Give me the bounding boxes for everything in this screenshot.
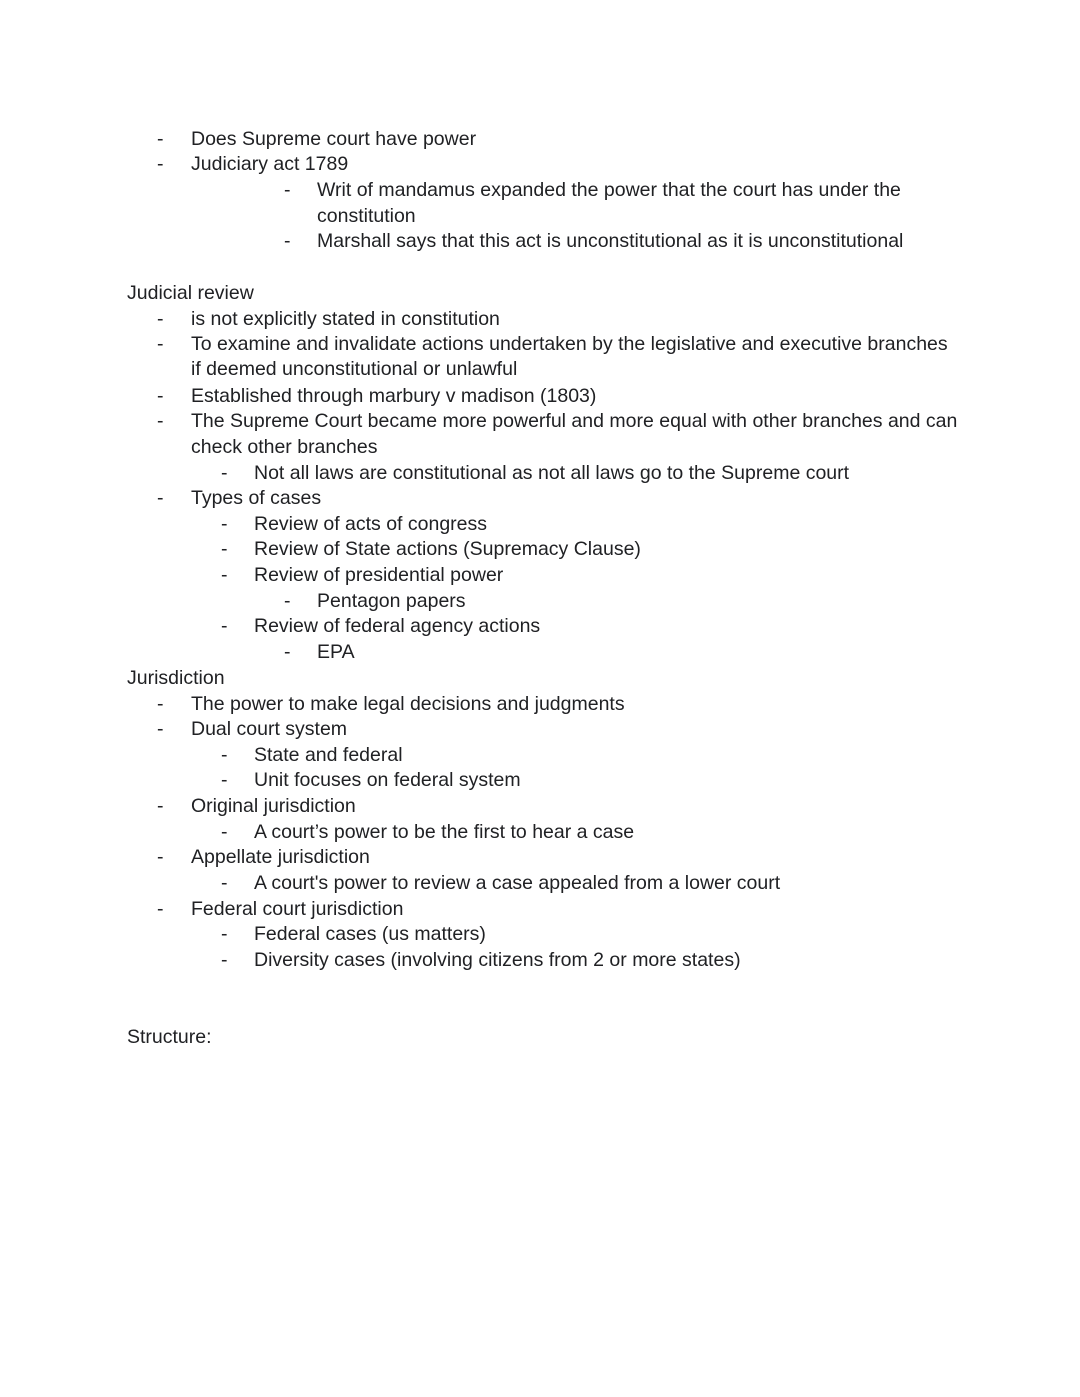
bullet-dash: - (221, 744, 228, 766)
list-item: Pentagon papers (317, 590, 466, 612)
list-item: Review of State actions (Supremacy Clause) (254, 538, 641, 560)
list-item: Federal court jurisdiction (191, 898, 404, 920)
list-item: Does Supreme court have power (191, 128, 477, 150)
bullet-dash: - (221, 923, 228, 945)
bullet-dash: - (221, 821, 228, 843)
list-item: Unit focuses on federal system (254, 769, 521, 791)
list-item-continuation: check other branches (191, 436, 378, 458)
bullet-dash: - (157, 795, 164, 817)
list-item: Not all laws are constitutional as not all laws go to the Supreme court (254, 462, 850, 484)
section-heading-judicial-review: Judicial review (127, 282, 254, 304)
list-item: To examine and invalidate actions undertaken by the legislative and executive branches (191, 333, 948, 355)
list-item: Federal cases (us matters) (254, 923, 486, 945)
bullet-dash: - (221, 513, 228, 535)
list-item: Review of federal agency actions (254, 615, 541, 637)
bullet-dash: - (157, 487, 164, 509)
bullet-dash: - (157, 718, 164, 740)
bullet-dash: - (157, 308, 164, 330)
bullet-dash: - (221, 538, 228, 560)
bullet-dash: - (284, 590, 291, 612)
bullet-dash: - (157, 128, 164, 150)
bullet-dash: - (284, 179, 291, 201)
list-item: is not explicitly stated in constitution (191, 308, 500, 330)
bullet-dash: - (284, 230, 291, 252)
bullet-dash: - (157, 898, 164, 920)
list-item: Marshall says that this act is unconstitutional as it is unconstitutional (317, 230, 904, 252)
list-item: Established through marbury v madison (1803) (191, 385, 597, 407)
list-item: Review of acts of congress (254, 513, 488, 535)
bullet-dash: - (157, 385, 164, 407)
list-item-continuation: if deemed unconstitutional or unlawful (191, 358, 518, 380)
bullet-dash: - (221, 769, 228, 791)
list-item: Review of presidential power (254, 564, 504, 586)
list-item: Types of cases (191, 487, 322, 509)
list-item: Diversity cases (involving citizens from 2 or more states) (254, 949, 741, 971)
bullet-dash: - (157, 153, 164, 175)
bullet-dash: - (157, 410, 164, 432)
bullet-dash: - (221, 872, 228, 894)
list-item: The Supreme Court became more powerful and more equal with other branches and can (191, 410, 958, 432)
list-item: A court's power to review a case appealed from a lower court (254, 872, 781, 894)
bullet-dash: - (157, 846, 164, 868)
bullet-dash: - (284, 641, 291, 663)
list-item: Judiciary act 1789 (191, 153, 349, 175)
bullet-dash: - (221, 615, 228, 637)
list-item: Original jurisdiction (191, 795, 356, 817)
list-item: Dual court system (191, 718, 348, 740)
section-heading-structure: Structure: (127, 1026, 212, 1048)
list-item-continuation: constitution (317, 205, 416, 227)
bullet-dash: - (157, 333, 164, 355)
list-item: EPA (317, 641, 355, 663)
section-heading-jurisdiction: Jurisdiction (127, 667, 225, 689)
bullet-dash: - (157, 693, 164, 715)
list-item: Writ of mandamus expanded the power that the court has under the (317, 179, 901, 201)
list-item: Appellate jurisdiction (191, 846, 370, 868)
bullet-dash: - (221, 564, 228, 586)
bullet-dash: - (221, 462, 228, 484)
bullet-dash: - (221, 949, 228, 971)
list-item: State and federal (254, 744, 403, 766)
list-item: A court’s power to be the first to hear a case (254, 821, 635, 843)
list-item: The power to make legal decisions and judgments (191, 693, 625, 715)
